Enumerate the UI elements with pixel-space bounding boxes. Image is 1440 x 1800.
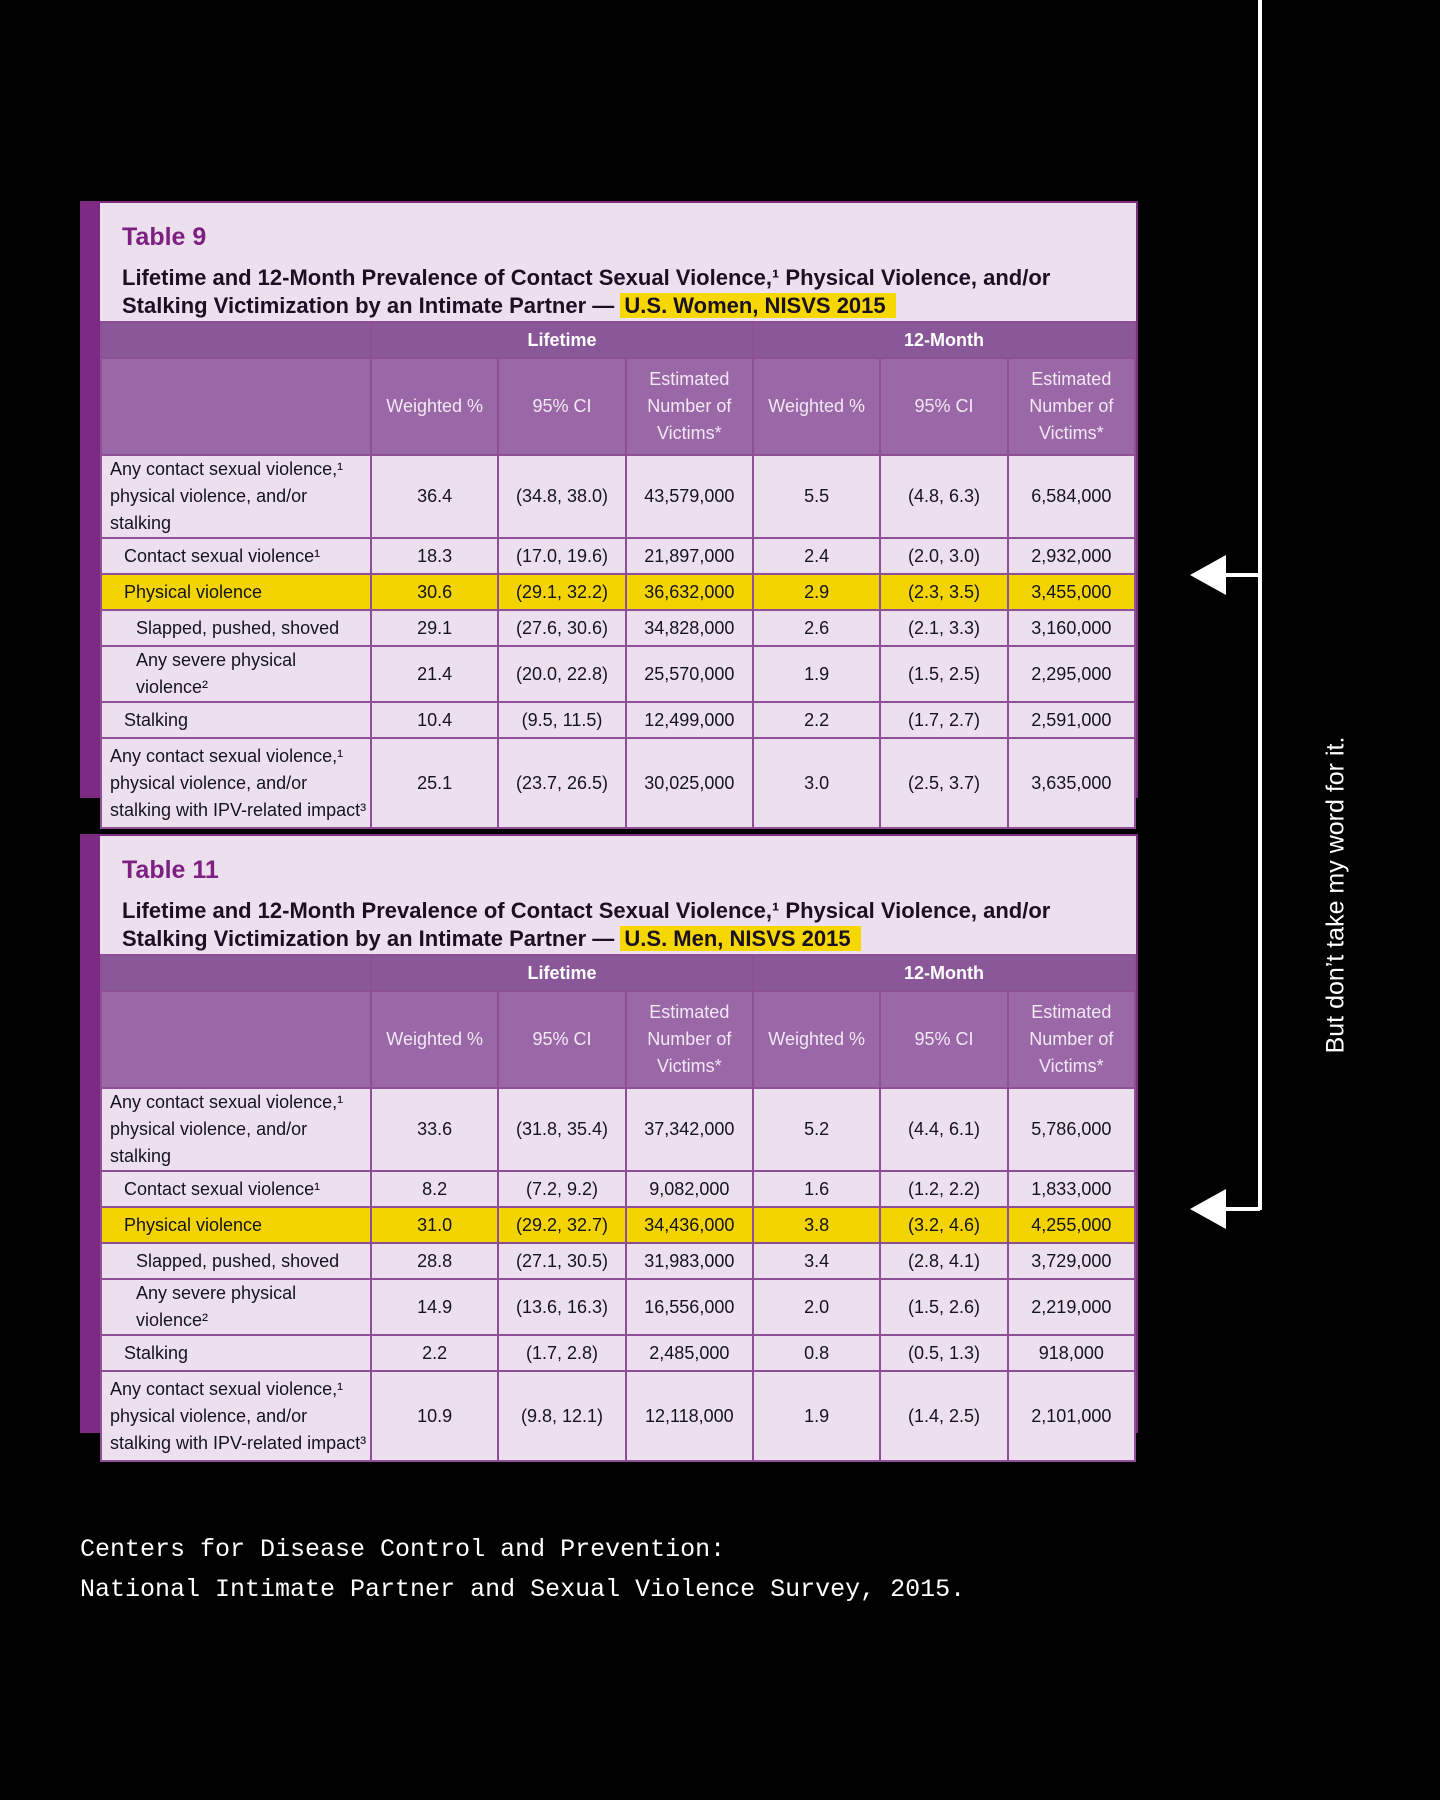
- table-cell: (27.6, 30.6): [498, 610, 625, 646]
- table-cell: (1.7, 2.7): [880, 702, 1007, 738]
- table-cell: 918,000: [1008, 1335, 1135, 1371]
- table-cell: 36.4: [371, 455, 498, 538]
- table-cell: 5,786,000: [1008, 1088, 1135, 1171]
- blank-header: [101, 991, 371, 1088]
- row-label: Slapped, pushed, shoved: [101, 610, 371, 646]
- table-cell: (34.8, 38.0): [498, 455, 625, 538]
- table-row: [101, 1335, 1135, 1371]
- table-cell: 18.3: [371, 538, 498, 574]
- table-cell: 6,584,000: [1008, 455, 1135, 538]
- row-label: Any contact sexual violence,¹ physical violence, and/or stalking: [101, 455, 371, 538]
- table-cell: 2,932,000: [1008, 538, 1135, 574]
- row-label: Any contact sexual violence,¹ physical violence, and/or stalking with IPV-related impact³: [101, 738, 371, 828]
- table-row: [101, 646, 1135, 702]
- group-header-12-month: 12-Month: [753, 955, 1135, 991]
- table-cell: 2.6: [753, 610, 880, 646]
- table-cell: 2.2: [753, 702, 880, 738]
- table-cell: (2.1, 3.3): [880, 610, 1007, 646]
- table-row: [101, 702, 1135, 738]
- arrow-left-icon: [1190, 553, 1260, 597]
- table-cell: (3.2, 4.6): [880, 1207, 1007, 1243]
- group-header-lifetime: Lifetime: [371, 955, 753, 991]
- table-cell: 3.4: [753, 1243, 880, 1279]
- table-9-title-highlight: U.S. Women, NISVS 2015: [620, 293, 895, 318]
- table-cell: (1.4, 2.5): [880, 1371, 1007, 1461]
- table-11-title-text: Lifetime and 12-Month Prevalence of Contact Sexual Violence,¹ Physical Violence, and/or Stalking Victimization by an Intimate Partner —: [122, 898, 1051, 951]
- table-cell: 2.9: [753, 574, 880, 610]
- table-row: [101, 610, 1135, 646]
- table-cell: 10.4: [371, 702, 498, 738]
- arrow-left-icon: [1190, 1187, 1260, 1231]
- table-cell: 12,499,000: [626, 702, 753, 738]
- table-row: [101, 1279, 1135, 1335]
- table-cell: 25.1: [371, 738, 498, 828]
- table-cell: 10.9: [371, 1371, 498, 1461]
- table-cell: (2.5, 3.7): [880, 738, 1007, 828]
- table-cell: 25,570,000: [626, 646, 753, 702]
- table-cell: 31.0: [371, 1207, 498, 1243]
- side-note: But don’t take my word for it.: [1321, 736, 1350, 1054]
- table-row: [101, 1371, 1135, 1461]
- table-11-grid: [100, 954, 1136, 1462]
- table-cell: (2.8, 4.1): [880, 1243, 1007, 1279]
- table-9-grid: [100, 321, 1136, 829]
- table-cell: 30,025,000: [626, 738, 753, 828]
- table-cell: 1.6: [753, 1171, 880, 1207]
- table-cell: (29.2, 32.7): [498, 1207, 625, 1243]
- column-header: Weighted %: [753, 991, 880, 1088]
- table-row: [101, 738, 1135, 828]
- table-cell: (13.6, 16.3): [498, 1279, 625, 1335]
- table-cell: 3,729,000: [1008, 1243, 1135, 1279]
- table-cell: 34,436,000: [626, 1207, 753, 1243]
- table-cell: 5.2: [753, 1088, 880, 1171]
- table-cell: 28.8: [371, 1243, 498, 1279]
- table-cell: 30.6: [371, 574, 498, 610]
- table-row: [101, 538, 1135, 574]
- table-cell: 37,342,000: [626, 1088, 753, 1171]
- table-cell: 2,219,000: [1008, 1279, 1135, 1335]
- table-cell: 2,101,000: [1008, 1371, 1135, 1461]
- table-cell: 3,160,000: [1008, 610, 1135, 646]
- row-label: Slapped, pushed, shoved: [101, 1243, 371, 1279]
- table-cell: 12,118,000: [626, 1371, 753, 1461]
- table-cell: 2,591,000: [1008, 702, 1135, 738]
- table-cell: (9.5, 11.5): [498, 702, 625, 738]
- table-row: [101, 1088, 1135, 1171]
- column-header: Estimated Number of Victims*: [626, 358, 753, 455]
- table-cell: (1.7, 2.8): [498, 1335, 625, 1371]
- table-cell: (2.0, 3.0): [880, 538, 1007, 574]
- table-cell: 16,556,000: [626, 1279, 753, 1335]
- column-header: Estimated Number of Victims*: [626, 991, 753, 1088]
- row-label: Any severe physical violence²: [101, 646, 371, 702]
- row-label: Any contact sexual violence,¹ physical violence, and/or stalking with IPV-related impact³: [101, 1371, 371, 1461]
- column-header: Weighted %: [371, 358, 498, 455]
- table-cell: 3,455,000: [1008, 574, 1135, 610]
- table-cell: 3.0: [753, 738, 880, 828]
- table-cell: 43,579,000: [626, 455, 753, 538]
- table-cell: 21,897,000: [626, 538, 753, 574]
- table-cell: 2.2: [371, 1335, 498, 1371]
- table-cell: (29.1, 32.2): [498, 574, 625, 610]
- table-cell: (0.5, 1.3): [880, 1335, 1007, 1371]
- table-cell: 14.9: [371, 1279, 498, 1335]
- table-cell: (1.2, 2.2): [880, 1171, 1007, 1207]
- blank-header: [101, 322, 371, 358]
- table-9-title: [122, 264, 1122, 320]
- source-line-2: National Intimate Partner and Sexual Violence Survey, 2015.: [80, 1575, 966, 1604]
- table-cell: 1.9: [753, 646, 880, 702]
- column-header: 95% CI: [880, 991, 1007, 1088]
- row-label: Any severe physical violence²: [101, 1279, 371, 1335]
- column-header: Weighted %: [371, 991, 498, 1088]
- row-label: Stalking: [101, 702, 371, 738]
- row-label: Physical violence: [101, 574, 371, 610]
- table-cell: (1.5, 2.5): [880, 646, 1007, 702]
- row-label: Contact sexual violence¹: [101, 538, 371, 574]
- table-11-number: Table 11: [122, 856, 219, 884]
- table-cell: (4.4, 6.1): [880, 1088, 1007, 1171]
- blank-header: [101, 955, 371, 991]
- table-9-body: [101, 455, 1135, 828]
- table-cell: (9.8, 12.1): [498, 1371, 625, 1461]
- blank-header: [101, 358, 371, 455]
- table-cell: 31,983,000: [626, 1243, 753, 1279]
- table-cell: 4,255,000: [1008, 1207, 1135, 1243]
- column-header: 95% CI: [880, 358, 1007, 455]
- table-row: [101, 1171, 1135, 1207]
- table-row: [101, 1207, 1135, 1243]
- table-cell: 2,295,000: [1008, 646, 1135, 702]
- table-cell: 5.5: [753, 455, 880, 538]
- table-cell: 1.9: [753, 1371, 880, 1461]
- row-label: Physical violence: [101, 1207, 371, 1243]
- column-header: Estimated Number of Victims*: [1008, 358, 1135, 455]
- table-cell: 3,635,000: [1008, 738, 1135, 828]
- table-cell: (17.0, 19.6): [498, 538, 625, 574]
- row-label: Contact sexual violence¹: [101, 1171, 371, 1207]
- table-cell: 0.8: [753, 1335, 880, 1371]
- table-11-card: [80, 834, 1138, 1453]
- table-cell: (20.0, 22.8): [498, 646, 625, 702]
- table-cell: 3.8: [753, 1207, 880, 1243]
- table-row: [101, 455, 1135, 538]
- table-cell: 29.1: [371, 610, 498, 646]
- table-9-header: [100, 203, 1136, 321]
- table-cell: 34,828,000: [626, 610, 753, 646]
- table-cell: (31.8, 35.4): [498, 1088, 625, 1171]
- group-header-12-month: 12-Month: [753, 322, 1135, 358]
- table-9-number: Table 9: [122, 223, 207, 251]
- table-cell: (2.3, 3.5): [880, 574, 1007, 610]
- table-row: [101, 1243, 1135, 1279]
- connector-line: [1256, 0, 1264, 1800]
- source-citation: [80, 1530, 965, 1610]
- table-cell: 8.2: [371, 1171, 498, 1207]
- table-cell: (27.1, 30.5): [498, 1243, 625, 1279]
- table-11-body: [101, 1088, 1135, 1461]
- table-cell: (4.8, 6.3): [880, 455, 1007, 538]
- group-header-lifetime: Lifetime: [371, 322, 753, 358]
- table-cell: (7.2, 9.2): [498, 1171, 625, 1207]
- table-cell: 2,485,000: [626, 1335, 753, 1371]
- table-9-title-text: Lifetime and 12-Month Prevalence of Contact Sexual Violence,¹ Physical Violence, and/or Stalking Victimization by an Intimate Partner —: [122, 265, 1051, 318]
- table-cell: 33.6: [371, 1088, 498, 1171]
- table-cell: 2.0: [753, 1279, 880, 1335]
- table-cell: 1,833,000: [1008, 1171, 1135, 1207]
- column-header: Estimated Number of Victims*: [1008, 991, 1135, 1088]
- table-9-card: [80, 201, 1138, 820]
- table-cell: (1.5, 2.6): [880, 1279, 1007, 1335]
- table-row: [101, 574, 1135, 610]
- column-header: Weighted %: [753, 358, 880, 455]
- table-cell: 21.4: [371, 646, 498, 702]
- table-11-header: [100, 836, 1136, 954]
- source-line-1: Centers for Disease Control and Prevention:: [80, 1535, 726, 1564]
- table-cell: 36,632,000: [626, 574, 753, 610]
- row-label: Any contact sexual violence,¹ physical violence, and/or stalking: [101, 1088, 371, 1171]
- table-cell: (23.7, 26.5): [498, 738, 625, 828]
- column-header: 95% CI: [498, 991, 625, 1088]
- table-11-title: [122, 897, 1122, 953]
- table-cell: 9,082,000: [626, 1171, 753, 1207]
- row-label: Stalking: [101, 1335, 371, 1371]
- table-cell: 2.4: [753, 538, 880, 574]
- column-header: 95% CI: [498, 358, 625, 455]
- table-11-title-highlight: U.S. Men, NISVS 2015: [620, 926, 860, 951]
